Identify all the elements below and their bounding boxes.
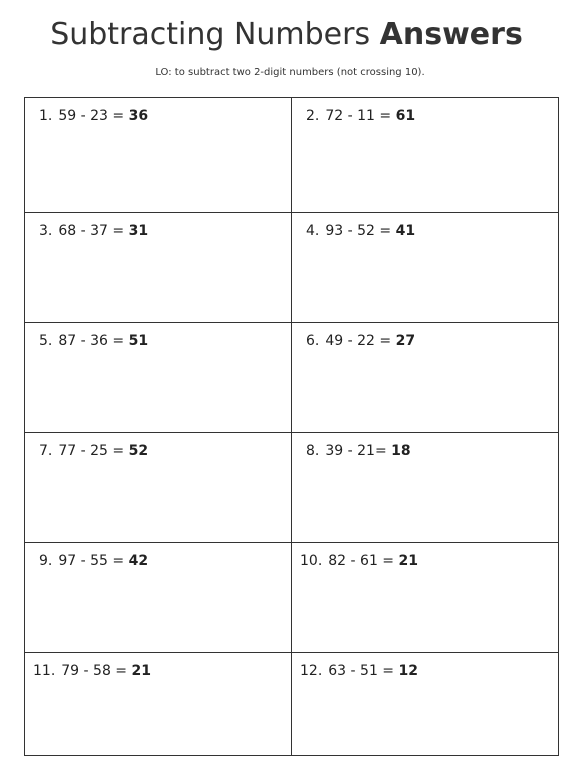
question-expression: 79 - 58 =: [61, 663, 128, 679]
question-expression: 59 - 23 =: [58, 108, 125, 124]
question-answer: 27: [395, 333, 416, 349]
question-cell: [25, 653, 292, 755]
question-expression: 68 - 37 =: [58, 223, 125, 239]
question-answer: 31: [128, 223, 149, 239]
question-expression: 97 - 55 =: [58, 553, 125, 569]
question-expression: 72 - 11 =: [325, 108, 392, 124]
question-number: 9.: [39, 553, 53, 569]
question-expression: 39 - 21=: [325, 443, 387, 459]
question-cell: [292, 543, 559, 653]
question: [39, 332, 148, 350]
question: [306, 442, 411, 460]
question-expression: 49 - 22 =: [325, 333, 392, 349]
question-number: 2.: [306, 108, 320, 124]
question-cell: [292, 433, 559, 543]
question-expression: 93 - 52 =: [325, 223, 392, 239]
question: [33, 662, 151, 680]
question-grid: [24, 97, 559, 756]
question: [39, 552, 148, 570]
question-cell: [292, 653, 559, 755]
question-cell: [292, 323, 559, 433]
page-title: [0, 14, 573, 56]
question-expression: 77 - 25 =: [58, 443, 125, 459]
question: [300, 552, 418, 570]
title-main: Subtracting Numbers: [50, 17, 371, 52]
question-cell: [25, 543, 292, 653]
question: [39, 222, 148, 240]
question-answer: 21: [131, 663, 151, 679]
question: [306, 107, 415, 125]
question: [300, 662, 418, 680]
question-answer: 12: [398, 663, 418, 679]
question-expression: 63 - 51 =: [328, 663, 395, 679]
question-answer: 52: [128, 443, 149, 459]
question: [306, 222, 415, 240]
question-cell: [25, 98, 292, 213]
question-number: 1.: [39, 108, 53, 124]
question-cell: [25, 433, 292, 543]
question-number: 12.: [300, 663, 323, 679]
question-answer: 36: [128, 108, 149, 124]
question-cell: [292, 213, 559, 323]
title-answers: Answers: [379, 17, 523, 52]
question-number: 4.: [306, 223, 320, 239]
question-answer: 41: [395, 223, 416, 239]
question-answer: 18: [391, 443, 411, 459]
learning-objective: LO: to subtract two 2-digit numbers (not crossing 10).: [155, 67, 425, 78]
question-expression: 82 - 61 =: [328, 553, 395, 569]
question-cell: [25, 213, 292, 323]
question-answer: 61: [395, 108, 416, 124]
question-answer: 51: [128, 333, 149, 349]
question-number: 11.: [33, 663, 56, 679]
question-number: 10.: [300, 553, 323, 569]
question-number: 8.: [306, 443, 320, 459]
question: [39, 442, 148, 460]
question-number: 5.: [39, 333, 53, 349]
question-answer: 42: [128, 553, 149, 569]
question-expression: 87 - 36 =: [58, 333, 125, 349]
question-number: 7.: [39, 443, 53, 459]
question-answer: 21: [398, 553, 418, 569]
question-cell: [292, 98, 559, 213]
question: [39, 107, 148, 125]
question-cell: [25, 323, 292, 433]
question-number: 3.: [39, 223, 53, 239]
question: [306, 332, 415, 350]
question-number: 6.: [306, 333, 320, 349]
